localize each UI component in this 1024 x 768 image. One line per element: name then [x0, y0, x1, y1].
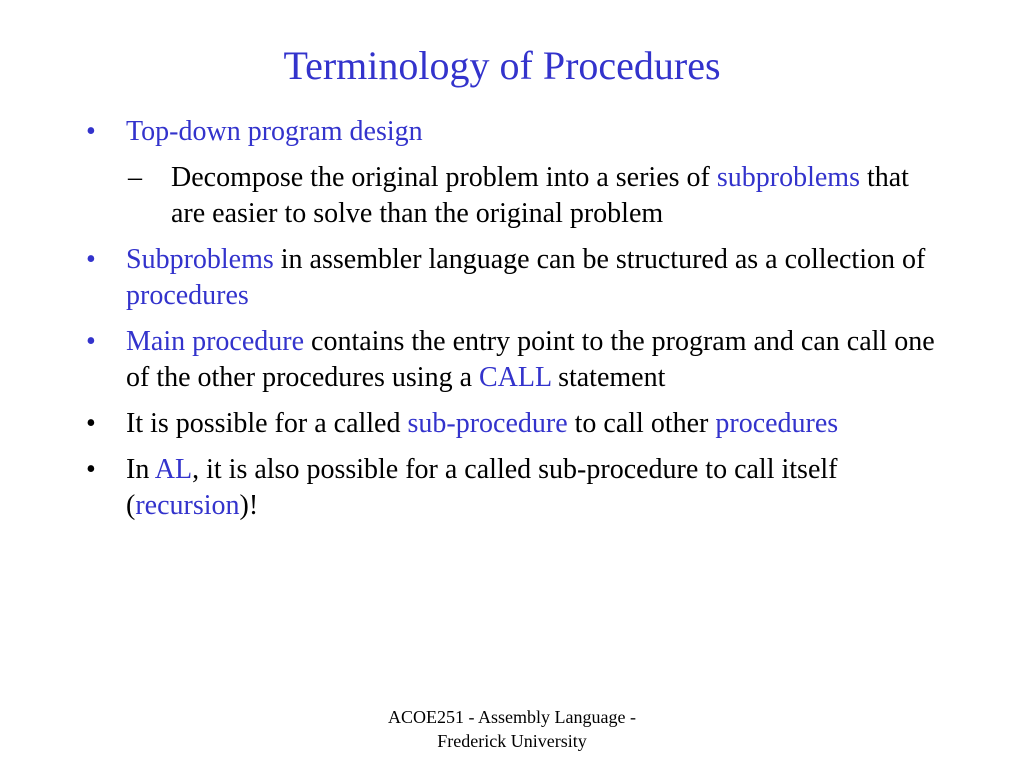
highlight-term: Subproblems: [126, 244, 274, 275]
bullet-text-part: )!: [239, 490, 259, 521]
bullet-marker: •: [86, 408, 96, 439]
highlight-term: AL: [154, 454, 193, 485]
bullet-item-1: [86, 114, 946, 232]
bullet-text: Top-down program design: [126, 116, 423, 147]
bullet-text-part: It is possible for a called: [126, 408, 408, 439]
bullet-text-part: contains the entry point to the program and can call one of the other procedures using a: [126, 326, 935, 393]
bullet-text-part: in assembler language can be structured as a collection of: [273, 244, 926, 275]
bullet-marker: •: [86, 326, 96, 357]
bullet-item-4: [86, 406, 946, 442]
bullet-item-5: [86, 452, 946, 524]
slide-title: Terminology of Procedures: [283, 43, 721, 88]
footer-line: ACOE251 - Assembly Language -: [388, 707, 636, 727]
bullet-marker: •: [86, 116, 96, 147]
sub-item-1: [126, 160, 931, 232]
sub-text-part: that are easier to solve than the original problem: [171, 162, 909, 229]
highlight-term: procedures: [126, 280, 249, 311]
bullet-list: [86, 114, 946, 524]
highlight-term: CALL: [479, 362, 552, 393]
bullet-item-2: [86, 242, 946, 314]
highlight-term: Main procedure: [126, 326, 305, 357]
highlight-term: procedures: [715, 408, 839, 439]
bullet-marker: •: [86, 244, 96, 275]
sub-text-part: Decompose the original problem into a series of: [171, 162, 717, 193]
highlight-term: sub-procedure: [407, 408, 568, 439]
footer-line: Frederick University: [437, 731, 587, 751]
bullet-text-part: statement: [551, 362, 666, 393]
bullet-text-part: to call other: [567, 408, 716, 439]
slide-footer: [340, 705, 684, 753]
bullet-item-3: [86, 324, 946, 396]
highlight-term: subproblems: [716, 162, 860, 193]
bullet-text-part: , it is also possible for a called sub-procedure to call itself (: [126, 454, 838, 521]
bullet-text-part: In: [126, 454, 155, 485]
bullet-marker: •: [86, 454, 96, 485]
highlight-term: recursion: [135, 490, 240, 521]
sub-marker: –: [128, 162, 142, 193]
